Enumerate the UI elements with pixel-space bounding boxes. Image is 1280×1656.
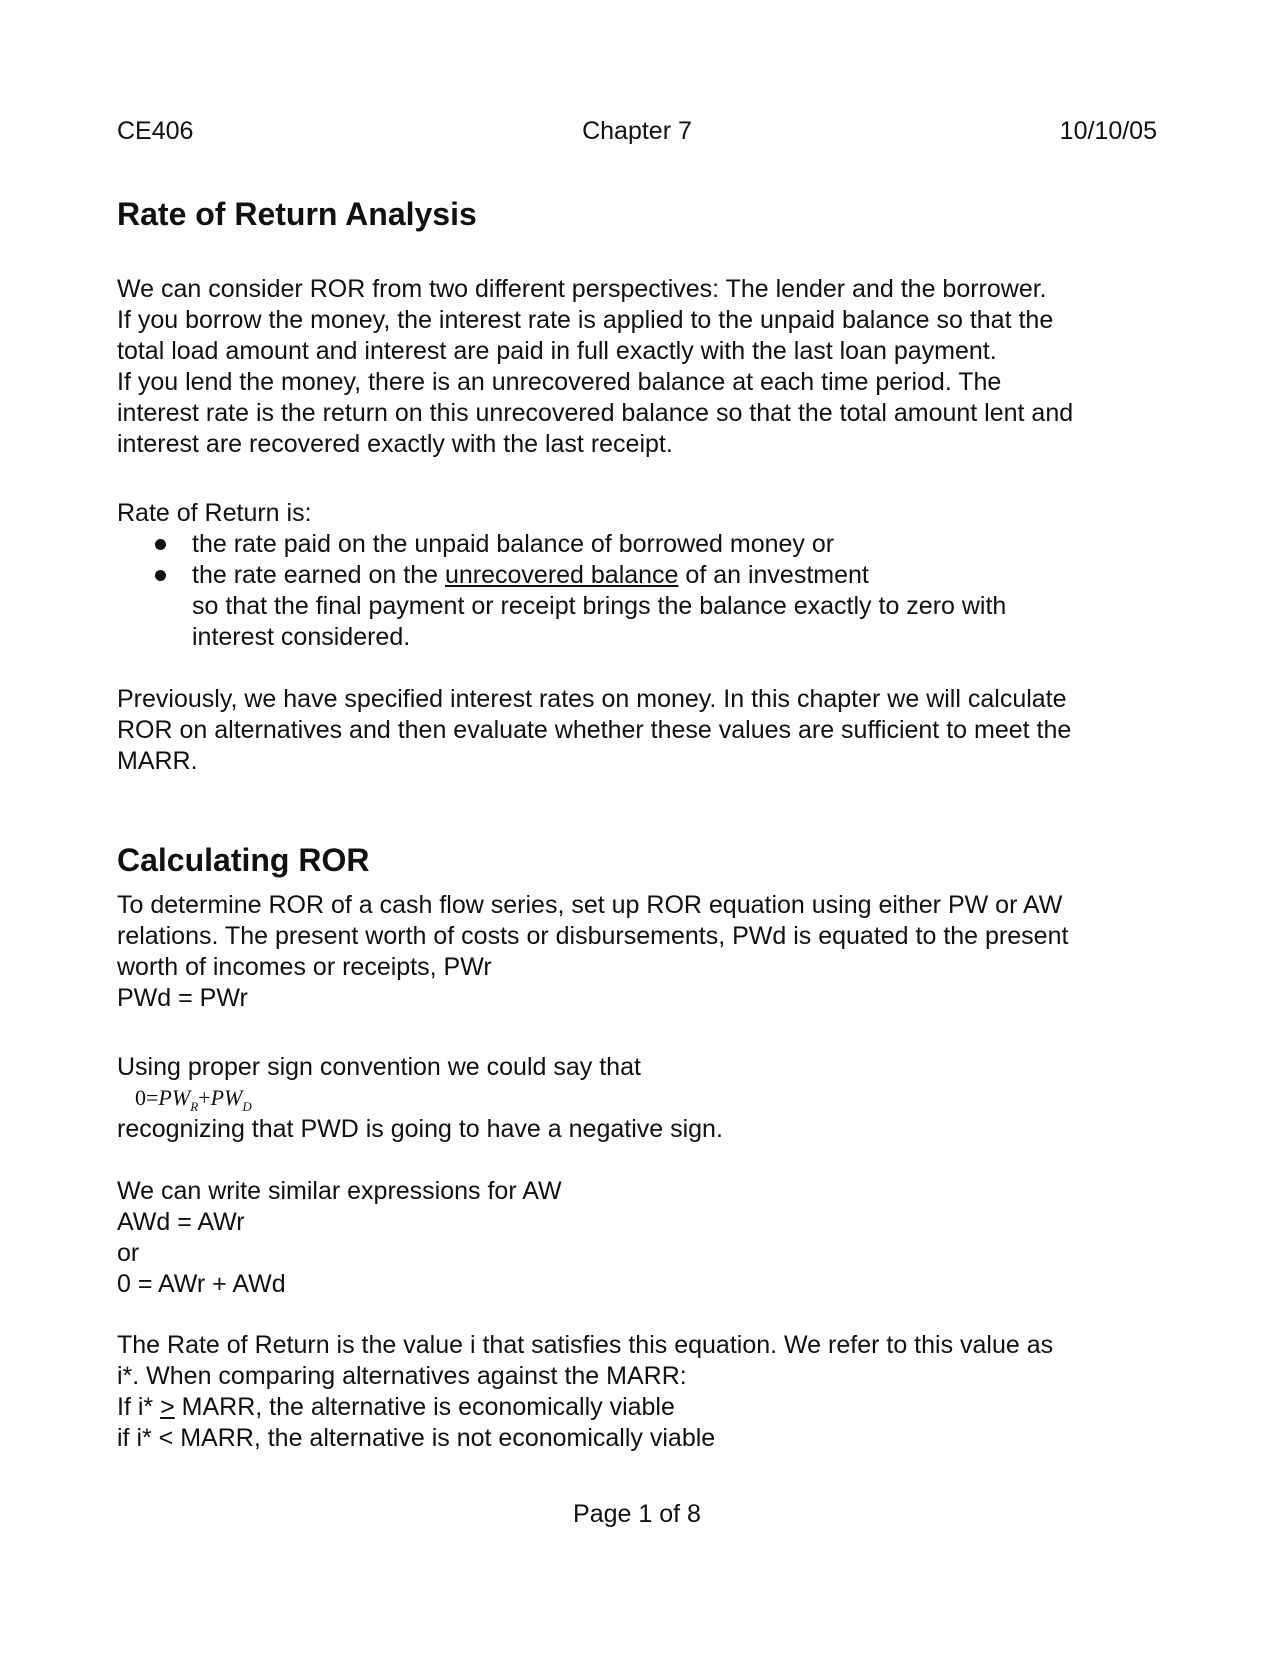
list-item-text-pre: the rate earned on the — [192, 561, 445, 589]
bullet-icon — [155, 539, 166, 550]
text-line: worth of incomes or receipts, PWr — [117, 953, 492, 981]
list-continuation — [117, 622, 1157, 653]
text-line: AWd = AWr — [117, 1208, 245, 1236]
aw-expressions — [117, 1176, 1157, 1300]
section-title-calculating-ror: Calculating ROR — [117, 842, 370, 878]
eq-sub-r: R — [190, 1099, 199, 1114]
text-line: i*. When comparing alternatives against the MARR: — [117, 1362, 687, 1390]
greater-equal-symbol: > — [160, 1393, 175, 1421]
list-item-text: the rate paid on the unpaid balance of borrowed money or — [192, 530, 835, 558]
ror-is-label — [117, 498, 1157, 529]
condition-not-viable: if i* < MARR, the alternative is not economically viable — [117, 1424, 716, 1452]
text-line: recognizing that PWD is going to have a negative sign. — [117, 1115, 723, 1143]
text-line: interest rate is the return on this unrecovered balance so that the total amount lent and — [117, 399, 1074, 427]
list-item — [117, 560, 1157, 591]
eq-sub-d: D — [242, 1099, 252, 1114]
eq-pw-r: PW — [158, 1085, 191, 1110]
recognizing-line — [117, 1114, 1157, 1145]
text-line: Using proper sign convention we could say that — [117, 1053, 641, 1081]
condition-viable — [117, 1392, 1157, 1423]
previously-paragraph — [117, 684, 1157, 777]
intro-paragraph — [117, 274, 1157, 460]
ror-definition-list — [117, 529, 1157, 653]
text-line: ROR on alternatives and then evaluate whether these values are sufficient to meet the — [117, 716, 1072, 744]
text-line: PWd = PWr — [117, 984, 248, 1012]
eq-plus: + — [198, 1085, 211, 1110]
text-line: MARR. — [117, 747, 198, 775]
list-continuation-text: interest considered. — [192, 623, 411, 651]
page-header — [117, 117, 1157, 151]
document-page — [117, 0, 1157, 1656]
text-line: If you lend the money, there is an unrecovered balance at each time period. The — [117, 368, 1002, 396]
text-line: 0 = AWr + AWd — [117, 1270, 286, 1298]
list-continuation — [117, 591, 1157, 622]
section-title-rate-of-return: Rate of Return Analysis — [117, 196, 477, 232]
text-line: If you borrow the money, the interest rate is applied to the unpaid balance so that the — [117, 306, 1054, 334]
text-line: total load amount and interest are paid in full exactly with the last loan payment. — [117, 337, 997, 365]
chapter-label: Chapter 7 — [582, 117, 692, 145]
underlined-term: unrecovered balance — [444, 561, 679, 589]
text-line: interest are recovered exactly with the last receipt. — [117, 430, 673, 458]
calculating-paragraph — [117, 890, 1157, 1014]
text-line: or — [117, 1239, 140, 1267]
text-line: Previously, we have specified interest rates on money. In this chapter we will calculate — [117, 685, 1067, 713]
course-code: CE406 — [117, 117, 194, 145]
list-item-text-post: of an investment — [678, 561, 869, 589]
sign-convention-line — [117, 1052, 1157, 1083]
bullet-icon — [155, 570, 166, 581]
list-item — [117, 529, 1157, 560]
text-line: To determine ROR of a cash flow series, set up ROR equation using either PW or AW — [117, 891, 1063, 919]
marr-comparison — [117, 1330, 1157, 1454]
eq-lhs: 0= — [135, 1085, 159, 1110]
header-date: 10/10/05 — [1059, 117, 1157, 145]
list-continuation-text: so that the final payment or receipt brings the balance exactly to zero with — [192, 592, 1007, 620]
text-line: We can write similar expressions for AW — [117, 1177, 562, 1205]
text-line: relations. The present worth of costs or disbursements, PWd is equated to the present — [117, 922, 1069, 950]
condition-text-post: MARR, the alternative is economically viable — [174, 1393, 675, 1421]
eq-pw-d: PW — [210, 1085, 243, 1110]
text-line: The Rate of Return is the value i that satisfies this equation. We refer to this value as — [117, 1331, 1054, 1359]
condition-text-pre: If i* — [117, 1393, 161, 1421]
text-line: We can consider ROR from two different perspectives: The lender and the borrower. — [117, 275, 1047, 303]
text-line: Rate of Return is: — [117, 499, 312, 527]
page-number: Page 1 of 8 — [573, 1500, 701, 1528]
